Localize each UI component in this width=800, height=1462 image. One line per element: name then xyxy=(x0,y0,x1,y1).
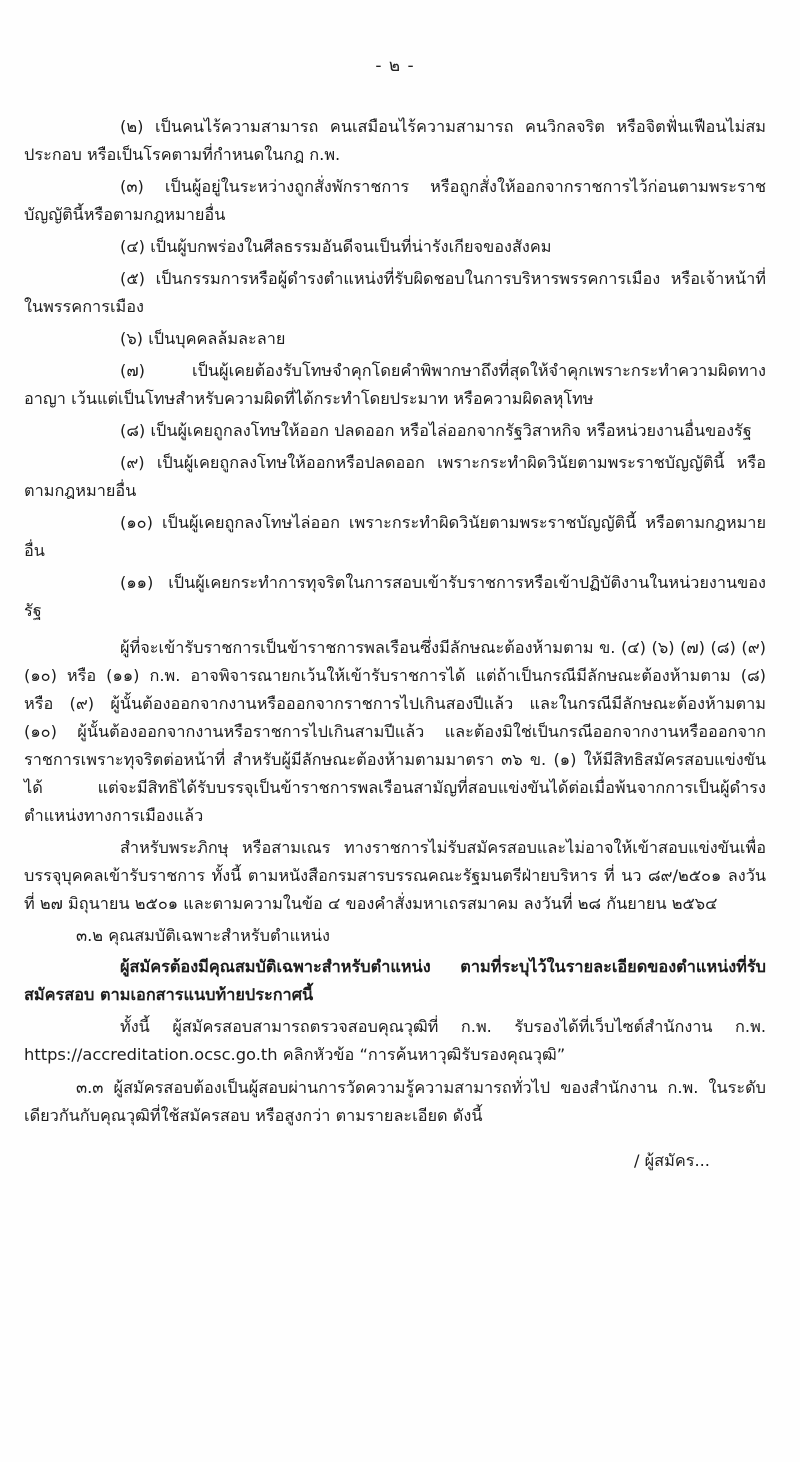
paragraph-item-5: (๕) เป็นกรรมการหรือผู้ดำรงตำแหน่งที่รับผิดชอบในการบริหารพรรคการเมือง หรือเจ้าหน้าที่ในพรรคการเมือง xyxy=(24,269,766,317)
paragraph-item-7: (๗) เป็นผู้เคยต้องรับโทษจำคุกโดยคำพิพากษาถึงที่สุดให้จำคุกเพราะกระทำความผิดทางอาญา เว้นแต่เป็นโทษสำหรับความผิดที่ได้กระทำโดยประมาท หรือความผิดลหุโทษ xyxy=(24,361,766,409)
paragraph-item-10: (๑๐) เป็นผู้เคยถูกลงโทษไล่ออก เพราะกระทำผิดวินัยตามพระราชบัญญัตินี้ หรือตามกฎหมายอื่น xyxy=(24,513,766,561)
paragraph-item-2: (๒) เป็นคนไร้ความสามารถ คนเสมือนไร้ความสามารถ คนวิกลจริต หรือจิตฟั่นเฟือนไม่สมประกอบ หรือเป็นโรคตามที่กำหนดในกฎ ก.พ. xyxy=(24,117,766,165)
paragraph-3-2-body: ผู้สมัครต้องมีคุณสมบัติเฉพาะสำหรับตำแหน่ง ตามที่ระบุไว้ในรายละเอียดของตำแหน่งที่รับสมัครสอบ ตามเอกสารแนบท้ายประกาศนี้ xyxy=(24,957,766,1005)
page-number: - ๒ - xyxy=(375,56,415,76)
paragraph-monks: สำหรับพระภิกษุ หรือสามเณร ทางราชการไม่รับสมัครสอบและไม่อาจให้เข้าสอบแข่งขันเพื่อบรรจุบุคคลเข้ารับราชการ ทั้งนี้ ตามหนังสือกรมสารบรรณคณะรัฐมนตรีฝ่ายบริหาร ที่ นว ๘๙/๒๕๐๑ ลงวันที่ ๒๗ มิถุนายน ๒๕๐๑ และตามความในข้อ ๔ ของคำสั่งมหาเถรสมาคม ลงวันที่ ๒๘ กันยายน ๒๕๖๔ xyxy=(24,838,766,914)
paragraph-prohibited-characteristics: ผู้ที่จะเข้ารับราชการเป็นข้าราชการพลเรือนซึ่งมีลักษณะต้องห้ามตาม ข. (๔) (๖) (๗) (๘) (๙) (๑๐) หรือ (๑๑) ก.พ. อาจพิจารณายกเว้นให้เข้ารับราชการได้ แต่ถ้าเป็นกรณีมีลักษณะต้องห้ามตาม (๘) หรือ (๙) ผู้นั้นต้องออกจากงานหรือออกจากราชการไปเกินสองปีแล้ว และในกรณีมีลักษณะต้องห้ามตาม (๑๐) ผู้นั้นต้องออกจากงานหรือราชการไปเกินสามปีแล้ว และต้องมิใช่เป็นกรณีออกจากงานหรือออกจากราชการเพราะทุจริตต่อหน้าที่ สำหรับผู้มีลักษณะต้องห้ามตามมาตรา ๓๖ ข. (๑) ให้มีสิทธิสมัครสอบแข่งขันได้ แต่จะมีสิทธิได้รับบรรจุเป็นข้าราชการพลเรือนสามัญที่สอบแข่งขันได้ต่อเมื่อพ้นจากการเป็นผู้ดำรงตำแหน่งทางการเมืองแล้ว xyxy=(24,638,766,826)
document-body xyxy=(24,113,766,1130)
page-footer-note: / ผู้สมัคร... xyxy=(633,1150,710,1170)
heading-section-3-3: ๓.๓ ผู้สมัครสอบต้องเป็นผู้สอบผ่านการวัดความรู้ความสามารถทั่วไป ของสำนักงาน ก.พ. ในระดับเดียวกันกับคุณวุฒิที่ใช้สมัครสอบ หรือสูงกว่า ตามรายละเอียด ดังนี้ xyxy=(24,1077,766,1125)
paragraph-item-8: (๘) เป็นผู้เคยถูกลงโทษให้ออก ปลดออก หรือไล่ออกจากรัฐวิสาหกิจ หรือหน่วยงานอื่นของรัฐ xyxy=(120,421,752,441)
paragraph-item-11: (๑๑) เป็นผู้เคยกระทำการทุจริตในการสอบเข้ารับราชการหรือเข้าปฏิบัติงานในหน่วยงานของรัฐ xyxy=(24,573,766,621)
heading-section-3-2: ๓.๒ คุณสมบัติเฉพาะสำหรับตำแหน่ง xyxy=(76,926,330,946)
paragraph-accreditation: ทั้งนี้ ผู้สมัครสอบสามารถตรวจสอบคุณวุฒิที่ ก.พ. รับรองได้ที่เว็บไซต์สำนักงาน ก.พ. https://accreditation.ocsc.go.th คลิกหัวข้อ “การค้นหาวุฒิรับรองคุณวุฒิ” xyxy=(24,1017,766,1065)
paragraph-item-4: (๔) เป็นผู้บกพร่องในศีลธรรมอันดีจนเป็นที่น่ารังเกียจของสังคม xyxy=(120,237,552,257)
paragraph-item-3: (๓) เป็นผู้อยู่ในระหว่างถูกสั่งพักราชการ หรือถูกสั่งให้ออกจากราชการไว้ก่อนตามพระราชบัญญัตินี้หรือตามกฎหมายอื่น xyxy=(24,177,766,225)
paragraph-item-9: (๙) เป็นผู้เคยถูกลงโทษให้ออกหรือปลดออก เพราะกระทำผิดวินัยตามพระราชบัญญัตินี้ หรือตามกฎหมายอื่น xyxy=(24,453,766,501)
paragraph-item-6: (๖) เป็นบุคคลล้มละลาย xyxy=(120,329,286,349)
